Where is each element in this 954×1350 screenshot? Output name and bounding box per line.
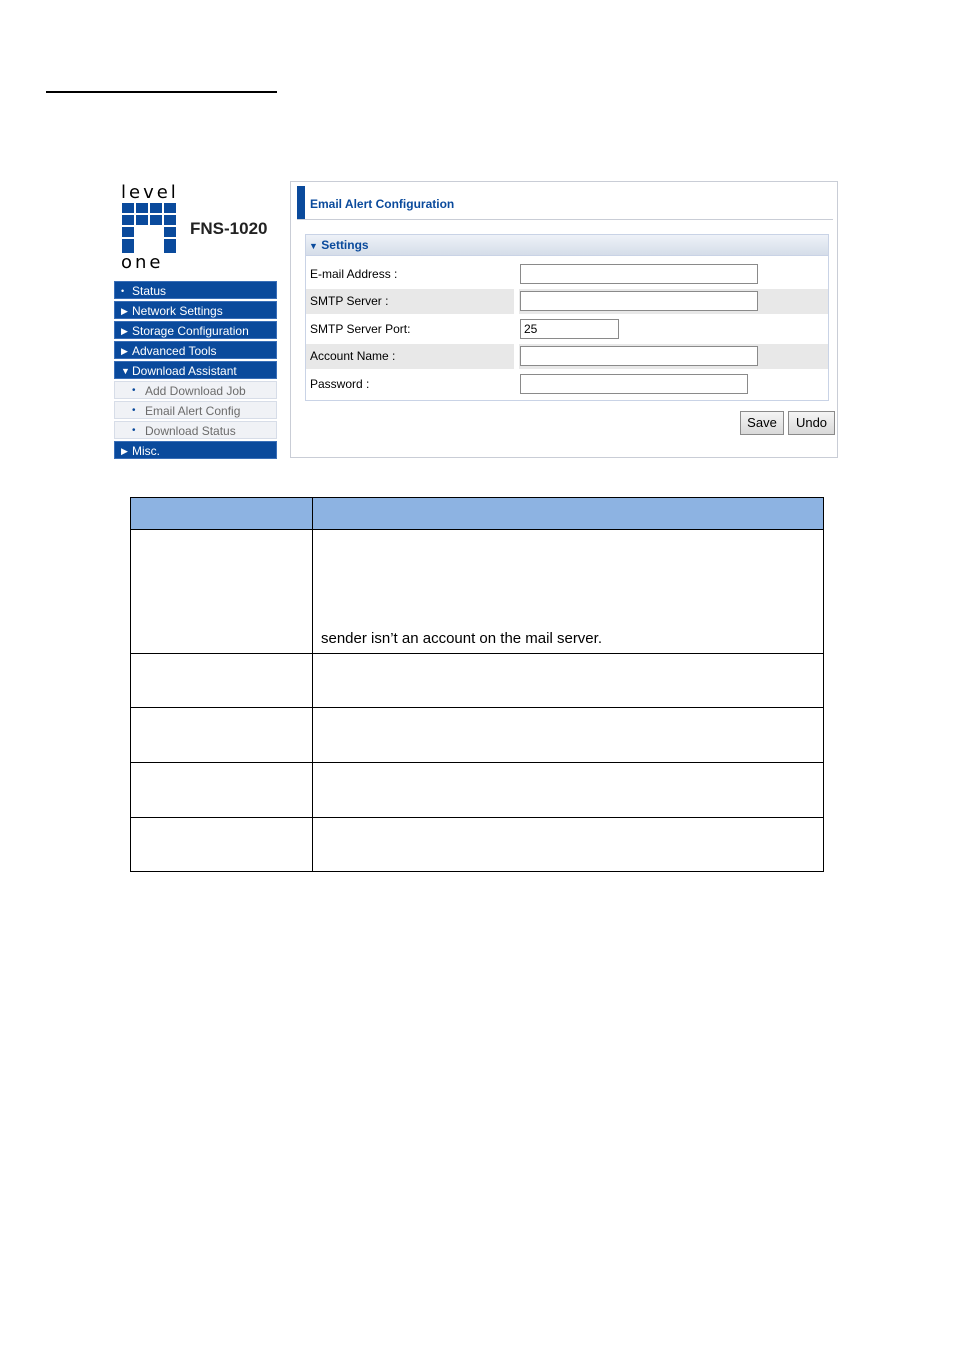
triangle-right-icon: ▶ bbox=[121, 346, 128, 356]
logo-bottom-word: one bbox=[121, 252, 164, 273]
panel-title: Email Alert Configuration bbox=[310, 197, 455, 211]
sidebar-item-storage-configuration[interactable] bbox=[114, 321, 277, 339]
settings-title: Settings bbox=[321, 238, 369, 252]
heading-underline bbox=[46, 91, 277, 93]
undo-button[interactable]: Undo bbox=[788, 411, 835, 435]
sidebar-item-label: Storage Configuration bbox=[132, 324, 249, 338]
table-cell bbox=[131, 763, 313, 818]
model-name: FNS-1020 bbox=[190, 219, 268, 238]
cell-text bbox=[131, 647, 312, 653]
table-cell bbox=[313, 654, 824, 708]
field-label: SMTP Server Port: bbox=[310, 322, 411, 336]
triangle-right-icon: ▶ bbox=[121, 446, 128, 456]
table-row bbox=[131, 708, 824, 763]
field-label: Password : bbox=[310, 377, 370, 391]
cell-text bbox=[131, 756, 312, 762]
sidebar-item-network-settings[interactable] bbox=[114, 301, 277, 319]
logo-mark-icon bbox=[122, 203, 178, 257]
sidebar-item-label: Misc. bbox=[132, 444, 160, 458]
panel-header bbox=[297, 186, 833, 220]
triangle-right-icon: ▶ bbox=[121, 306, 128, 316]
table-header-cell bbox=[313, 498, 824, 530]
sidebar-nav bbox=[114, 281, 277, 461]
table-row bbox=[131, 654, 824, 708]
bullet-icon: • bbox=[132, 385, 136, 396]
cell-text bbox=[313, 865, 823, 871]
table-row bbox=[131, 818, 824, 872]
cell-text bbox=[313, 701, 823, 707]
field-label: SMTP Server : bbox=[310, 294, 389, 308]
email-address-field[interactable] bbox=[520, 264, 758, 284]
email-alert-panel bbox=[290, 181, 838, 458]
bullet-icon: • bbox=[132, 405, 136, 416]
table-row bbox=[131, 530, 824, 654]
table-header-cell bbox=[131, 498, 313, 530]
cell-text bbox=[313, 756, 823, 762]
table-cell bbox=[313, 708, 824, 763]
sidebar-item-label: Download Assistant bbox=[132, 364, 237, 378]
levelone-logo bbox=[118, 182, 278, 276]
smtp-server-row bbox=[306, 289, 828, 314]
save-button[interactable]: Save bbox=[740, 411, 784, 435]
sidebar-item-label: Status bbox=[132, 284, 167, 298]
table-cell bbox=[131, 818, 313, 872]
smtp-server-field[interactable] bbox=[520, 291, 758, 311]
table-header-row bbox=[131, 498, 824, 530]
password-row bbox=[306, 372, 828, 397]
account-name-field[interactable] bbox=[520, 346, 758, 366]
field-label: E-mail Address : bbox=[310, 267, 398, 281]
sidebar-item-label: Network Settings bbox=[132, 304, 223, 318]
bullet-icon: • bbox=[121, 286, 125, 296]
row-gap bbox=[514, 289, 519, 314]
table-cell bbox=[313, 763, 824, 818]
table-cell bbox=[313, 818, 824, 872]
cell-text bbox=[131, 865, 312, 871]
email-address-row bbox=[306, 262, 828, 287]
cell-text bbox=[313, 811, 823, 817]
sidebar-item-label: Advanced Tools bbox=[132, 344, 217, 358]
cell-text bbox=[131, 701, 312, 707]
sidebar-item-label: Add Download Job bbox=[145, 384, 246, 398]
triangle-down-icon: ▼ bbox=[309, 241, 318, 251]
password-field[interactable] bbox=[520, 374, 748, 394]
sidebar-item-advanced-tools[interactable] bbox=[114, 341, 277, 359]
settings-section bbox=[305, 234, 829, 401]
table-cell bbox=[313, 530, 824, 654]
bullet-icon: • bbox=[132, 425, 136, 436]
settings-toggle[interactable] bbox=[306, 235, 828, 256]
table-cell bbox=[131, 654, 313, 708]
triangle-down-icon: ▼ bbox=[121, 366, 130, 376]
header-accent-bar bbox=[297, 186, 305, 219]
smtp-port-field[interactable] bbox=[520, 319, 619, 339]
description-table bbox=[130, 497, 824, 872]
field-label: Account Name : bbox=[310, 349, 396, 363]
sidebar-item-email-alert-config[interactable] bbox=[114, 401, 277, 419]
table-cell bbox=[131, 530, 313, 654]
sidebar-item-download-status[interactable] bbox=[114, 421, 277, 439]
sidebar-item-misc[interactable] bbox=[114, 441, 277, 459]
sidebar-item-label: Email Alert Config bbox=[145, 404, 241, 418]
logo-top-word: level bbox=[121, 182, 179, 203]
triangle-right-icon: ▶ bbox=[121, 326, 128, 336]
sidebar-item-download-assistant[interactable] bbox=[114, 361, 277, 379]
sidebar-item-add-download-job[interactable] bbox=[114, 381, 277, 399]
cell-text: sender isn’t an account on the mail server. bbox=[321, 630, 602, 647]
smtp-port-row bbox=[306, 317, 828, 342]
sidebar-item-label: Download Status bbox=[145, 424, 236, 438]
account-name-row bbox=[306, 344, 828, 369]
row-gap bbox=[514, 344, 519, 369]
cell-text bbox=[131, 811, 312, 817]
table-cell bbox=[131, 708, 313, 763]
table-row bbox=[131, 763, 824, 818]
sidebar-item-status[interactable] bbox=[114, 281, 277, 299]
